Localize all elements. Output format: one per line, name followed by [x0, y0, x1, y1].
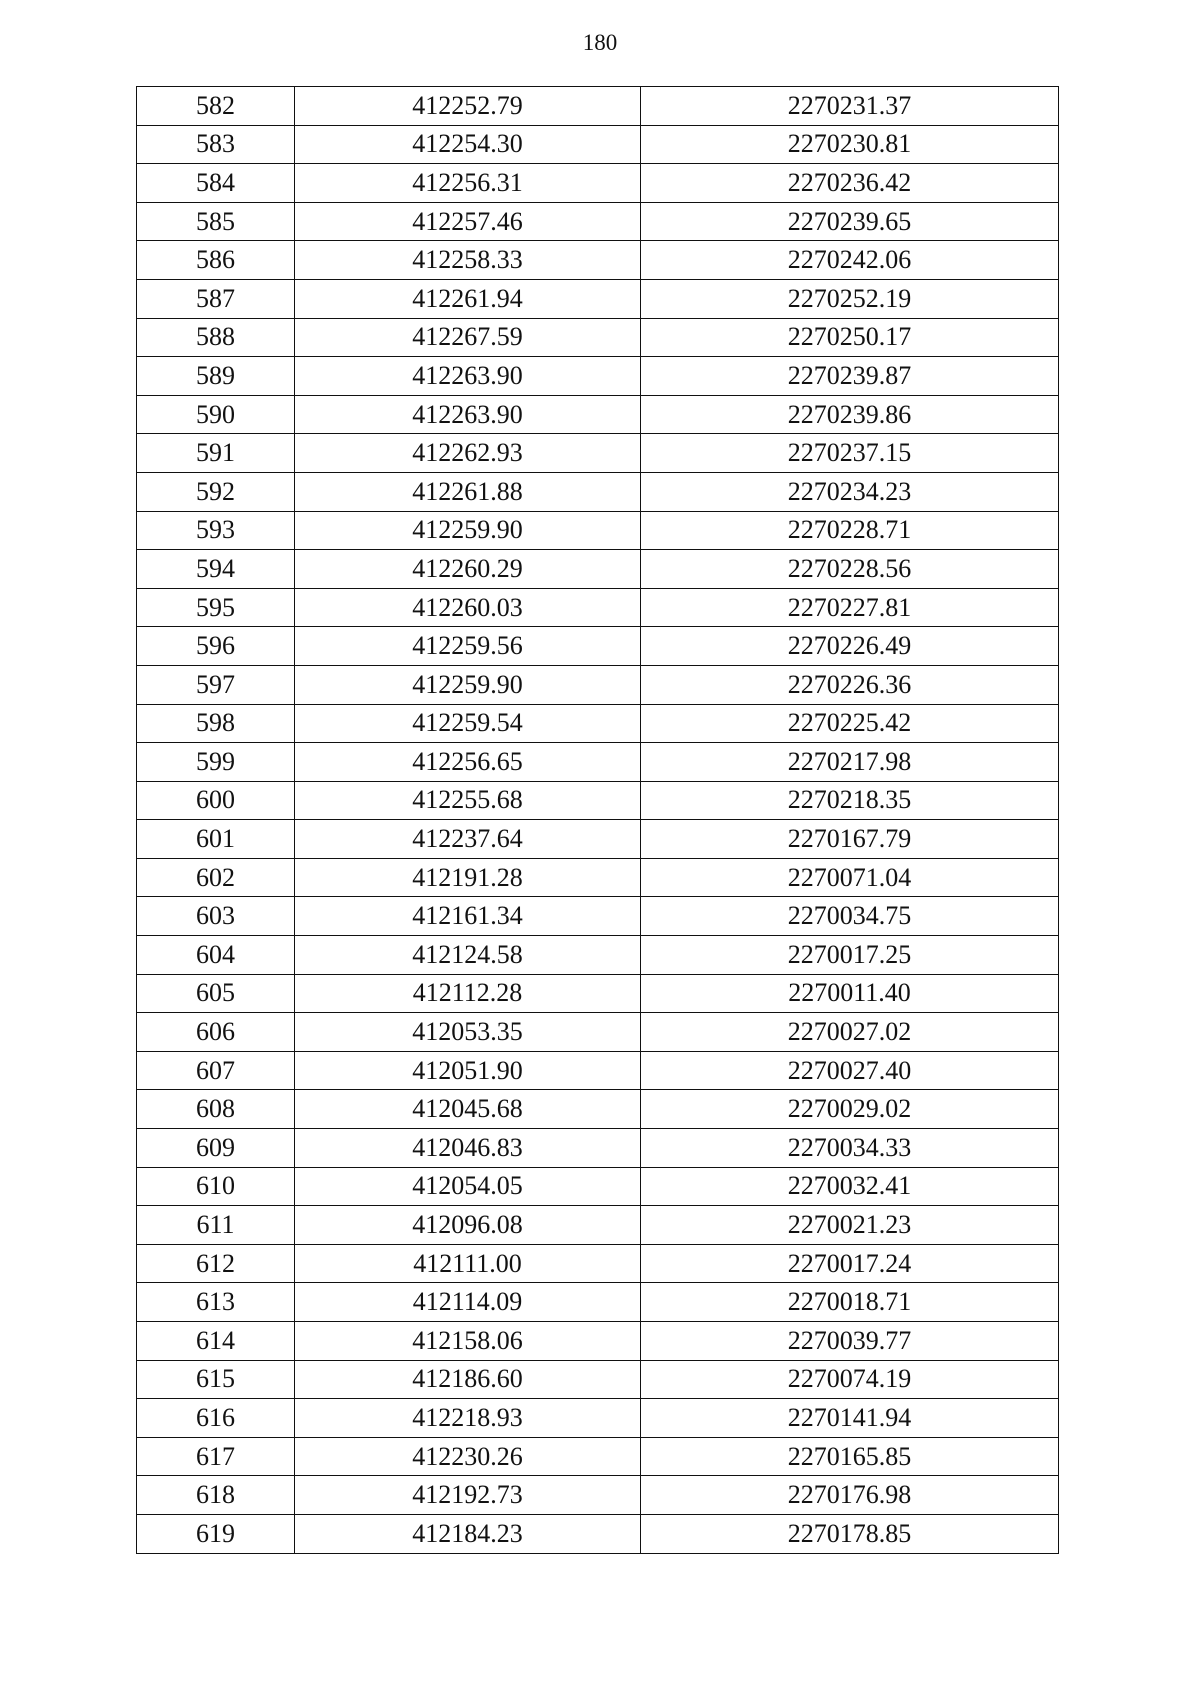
- y-coordinate-cell: 2270017.25: [641, 936, 1059, 975]
- x-coordinate-cell: 412096.08: [295, 1206, 641, 1245]
- table-row: [137, 1244, 1059, 1283]
- y-coordinate-cell: 2270032.41: [641, 1167, 1059, 1206]
- point-number-cell: 592: [137, 472, 295, 511]
- x-coordinate-cell: 412254.30: [295, 125, 641, 164]
- table-row: [137, 1360, 1059, 1399]
- table-row: [137, 434, 1059, 473]
- point-number-cell: 602: [137, 858, 295, 897]
- point-number-cell: 589: [137, 357, 295, 396]
- y-coordinate-cell: 2270034.75: [641, 897, 1059, 936]
- page-number: 180: [582, 30, 618, 55]
- point-number-cell: 588: [137, 318, 295, 357]
- y-coordinate-cell: 2270167.79: [641, 820, 1059, 859]
- y-coordinate-cell: 2270227.81: [641, 588, 1059, 627]
- x-coordinate-cell: 412158.06: [295, 1322, 641, 1361]
- y-coordinate-cell: 2270239.65: [641, 202, 1059, 241]
- x-coordinate-cell: 412252.79: [295, 87, 641, 126]
- y-coordinate-cell: 2270178.85: [641, 1514, 1059, 1553]
- point-number-cell: 595: [137, 588, 295, 627]
- table-row: [137, 241, 1059, 280]
- y-coordinate-cell: 2270226.36: [641, 665, 1059, 704]
- point-number-cell: 583: [137, 125, 295, 164]
- x-coordinate-cell: 412191.28: [295, 858, 641, 897]
- y-coordinate-cell: 2270225.42: [641, 704, 1059, 743]
- y-coordinate-cell: 2270141.94: [641, 1399, 1059, 1438]
- y-coordinate-cell: 2270034.33: [641, 1129, 1059, 1168]
- x-coordinate-cell: 412256.31: [295, 164, 641, 203]
- point-number-cell: 610: [137, 1167, 295, 1206]
- table-row: [137, 1129, 1059, 1168]
- y-coordinate-cell: 2270176.98: [641, 1476, 1059, 1515]
- point-number-cell: 599: [137, 743, 295, 782]
- y-coordinate-cell: 2270074.19: [641, 1360, 1059, 1399]
- table-row: [137, 279, 1059, 318]
- y-coordinate-cell: 2270228.71: [641, 511, 1059, 550]
- x-coordinate-cell: 412262.93: [295, 434, 641, 473]
- table-row: [137, 1167, 1059, 1206]
- point-number-cell: 617: [137, 1437, 295, 1476]
- table-row: [137, 1399, 1059, 1438]
- point-number-cell: 584: [137, 164, 295, 203]
- y-coordinate-cell: 2270027.40: [641, 1051, 1059, 1090]
- x-coordinate-cell: 412259.90: [295, 665, 641, 704]
- x-coordinate-cell: 412114.09: [295, 1283, 641, 1322]
- table-row: [137, 1322, 1059, 1361]
- point-number-cell: 615: [137, 1360, 295, 1399]
- y-coordinate-cell: 2270239.86: [641, 395, 1059, 434]
- y-coordinate-cell: 2270252.19: [641, 279, 1059, 318]
- y-coordinate-cell: 2270011.40: [641, 974, 1059, 1013]
- x-coordinate-cell: 412218.93: [295, 1399, 641, 1438]
- x-coordinate-cell: 412237.64: [295, 820, 641, 859]
- x-coordinate-cell: 412263.90: [295, 395, 641, 434]
- point-number-cell: 604: [137, 936, 295, 975]
- x-coordinate-cell: 412267.59: [295, 318, 641, 357]
- point-number-cell: 605: [137, 974, 295, 1013]
- table-row: [137, 665, 1059, 704]
- y-coordinate-cell: 2270165.85: [641, 1437, 1059, 1476]
- table-row: [137, 974, 1059, 1013]
- point-number-cell: 596: [137, 627, 295, 666]
- point-number-cell: 611: [137, 1206, 295, 1245]
- point-number-cell: 590: [137, 395, 295, 434]
- point-number-cell: 603: [137, 897, 295, 936]
- y-coordinate-cell: 2270237.15: [641, 434, 1059, 473]
- table-row: [137, 897, 1059, 936]
- y-coordinate-cell: 2270236.42: [641, 164, 1059, 203]
- point-number-cell: 593: [137, 511, 295, 550]
- y-coordinate-cell: 2270242.06: [641, 241, 1059, 280]
- x-coordinate-cell: 412051.90: [295, 1051, 641, 1090]
- table-row: [137, 357, 1059, 396]
- x-coordinate-cell: 412255.68: [295, 781, 641, 820]
- x-coordinate-cell: 412261.94: [295, 279, 641, 318]
- x-coordinate-cell: 412112.28: [295, 974, 641, 1013]
- point-number-cell: 609: [137, 1129, 295, 1168]
- table-row: [137, 1476, 1059, 1515]
- y-coordinate-cell: 2270017.24: [641, 1244, 1059, 1283]
- coordinate-table-body: [137, 87, 1059, 1554]
- point-number-cell: 600: [137, 781, 295, 820]
- table-row: [137, 472, 1059, 511]
- y-coordinate-cell: 2270231.37: [641, 87, 1059, 126]
- point-number-cell: 594: [137, 550, 295, 589]
- y-coordinate-cell: 2270027.02: [641, 1013, 1059, 1052]
- y-coordinate-cell: 2270230.81: [641, 125, 1059, 164]
- y-coordinate-cell: 2270071.04: [641, 858, 1059, 897]
- x-coordinate-cell: 412258.33: [295, 241, 641, 280]
- point-number-cell: 597: [137, 665, 295, 704]
- x-coordinate-cell: 412260.03: [295, 588, 641, 627]
- point-number-cell: 613: [137, 1283, 295, 1322]
- point-number-cell: 608: [137, 1090, 295, 1129]
- point-number-cell: 614: [137, 1322, 295, 1361]
- point-number-cell: 618: [137, 1476, 295, 1515]
- point-number-cell: 619: [137, 1514, 295, 1553]
- table-row: [137, 318, 1059, 357]
- point-number-cell: 616: [137, 1399, 295, 1438]
- y-coordinate-cell: 2270021.23: [641, 1206, 1059, 1245]
- table-row: [137, 858, 1059, 897]
- table-row: [137, 588, 1059, 627]
- x-coordinate-cell: 412263.90: [295, 357, 641, 396]
- table-row: [137, 1051, 1059, 1090]
- x-coordinate-cell: 412111.00: [295, 1244, 641, 1283]
- table-row: [137, 202, 1059, 241]
- y-coordinate-cell: 2270217.98: [641, 743, 1059, 782]
- y-coordinate-cell: 2270018.71: [641, 1283, 1059, 1322]
- x-coordinate-cell: 412259.56: [295, 627, 641, 666]
- point-number-cell: 587: [137, 279, 295, 318]
- point-number-cell: 582: [137, 87, 295, 126]
- point-number-cell: 607: [137, 1051, 295, 1090]
- x-coordinate-cell: 412259.90: [295, 511, 641, 550]
- x-coordinate-cell: 412184.23: [295, 1514, 641, 1553]
- y-coordinate-cell: 2270250.17: [641, 318, 1059, 357]
- x-coordinate-cell: 412186.60: [295, 1360, 641, 1399]
- x-coordinate-cell: 412161.34: [295, 897, 641, 936]
- x-coordinate-cell: 412053.35: [295, 1013, 641, 1052]
- x-coordinate-cell: 412230.26: [295, 1437, 641, 1476]
- table-row: [137, 1283, 1059, 1322]
- table-row: [137, 164, 1059, 203]
- table-row: [137, 936, 1059, 975]
- table-row: [137, 395, 1059, 434]
- y-coordinate-cell: 2270234.23: [641, 472, 1059, 511]
- table-row: [137, 781, 1059, 820]
- table-row: [137, 820, 1059, 859]
- y-coordinate-cell: 2270239.87: [641, 357, 1059, 396]
- y-coordinate-cell: 2270228.56: [641, 550, 1059, 589]
- x-coordinate-cell: 412045.68: [295, 1090, 641, 1129]
- table-row: [137, 125, 1059, 164]
- y-coordinate-cell: 2270029.02: [641, 1090, 1059, 1129]
- x-coordinate-cell: 412054.05: [295, 1167, 641, 1206]
- point-number-cell: 598: [137, 704, 295, 743]
- table-row: [137, 87, 1059, 126]
- table-row: [137, 627, 1059, 666]
- x-coordinate-cell: 412256.65: [295, 743, 641, 782]
- table-row: [137, 550, 1059, 589]
- x-coordinate-cell: 412257.46: [295, 202, 641, 241]
- y-coordinate-cell: 2270226.49: [641, 627, 1059, 666]
- table-row: [137, 743, 1059, 782]
- point-number-cell: 612: [137, 1244, 295, 1283]
- table-row: [137, 511, 1059, 550]
- x-coordinate-cell: 412124.58: [295, 936, 641, 975]
- point-number-cell: 606: [137, 1013, 295, 1052]
- point-number-cell: 601: [137, 820, 295, 859]
- x-coordinate-cell: 412260.29: [295, 550, 641, 589]
- x-coordinate-cell: 412192.73: [295, 1476, 641, 1515]
- coordinate-table: [136, 86, 1059, 1554]
- table-row: [137, 1514, 1059, 1553]
- point-number-cell: 586: [137, 241, 295, 280]
- point-number-cell: 591: [137, 434, 295, 473]
- y-coordinate-cell: 2270039.77: [641, 1322, 1059, 1361]
- table-row: [137, 704, 1059, 743]
- table-row: [137, 1437, 1059, 1476]
- y-coordinate-cell: 2270218.35: [641, 781, 1059, 820]
- table-row: [137, 1206, 1059, 1245]
- table-row: [137, 1013, 1059, 1052]
- x-coordinate-cell: 412046.83: [295, 1129, 641, 1168]
- x-coordinate-cell: 412259.54: [295, 704, 641, 743]
- x-coordinate-cell: 412261.88: [295, 472, 641, 511]
- table-row: [137, 1090, 1059, 1129]
- point-number-cell: 585: [137, 202, 295, 241]
